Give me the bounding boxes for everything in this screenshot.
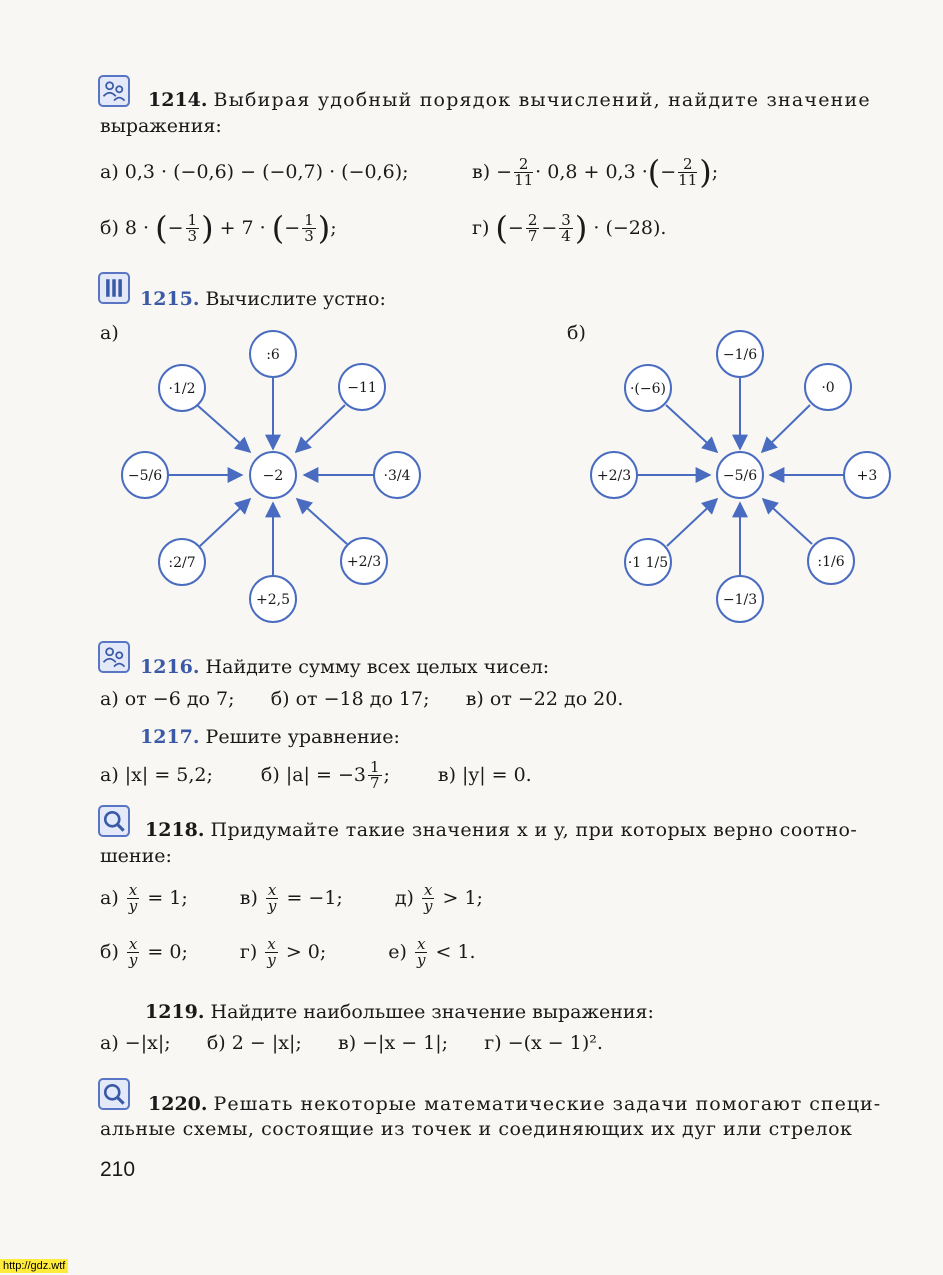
svg-text:−1/3: −1/3 — [722, 592, 758, 608]
svg-text:·3/4: ·3/4 — [383, 468, 411, 484]
fraction: $\frac{2}{11}$ — [678, 154, 698, 189]
magnifier-icon — [98, 1078, 130, 1110]
problem-1218-row2: б) $\frac{x}{y}$ = 0; г) $\frac{x}{y}$ > 0; е) $\frac{x}{y}$ < 1. — [100, 934, 476, 969]
problem-1216-title: 1216. Найдите сумму всех целых чисел: — [140, 656, 550, 678]
page-number: 210 — [100, 1158, 136, 1181]
fraction: $\frac{2}{11}$ — [514, 154, 534, 189]
diagram-b-label: б) — [567, 322, 586, 344]
problem-1219-title: 1219. Найдите наибольшее значение выражения: — [145, 1001, 654, 1023]
svg-text:−11: −11 — [347, 380, 377, 396]
fraction: $\frac{1}{7}$ — [369, 757, 380, 792]
svg-text:·1 1/5: ·1 1/5 — [627, 555, 669, 571]
svg-text::1/6: :1/6 — [817, 554, 845, 570]
fraction: $\frac{2}{7}$ — [527, 210, 538, 245]
problem-number: 1214. — [148, 89, 208, 111]
item-v: в) − $\frac{2}{11}$ · 0,8 + 0,3 · ( − $\frac{2}{11}$ ) ; — [472, 153, 719, 191]
problem-text-cont: выражения: — [100, 115, 222, 137]
center-node-b: −5/6 — [722, 468, 758, 484]
problem-1218-title: 1218. Придумайте такие значения x и y, при которых верно соотно- — [145, 819, 858, 841]
problem-1220-title: 1220. Решать некоторые математические задачи помогают специ- — [148, 1093, 882, 1115]
problem-1218-row1: а) $\frac{x}{y}$ = 1; в) $\frac{x}{y}$ = −1; д) $\frac{x}{y}$ > 1; — [100, 880, 483, 915]
problem-1219-items: а) −|x|; б) 2 − |x|; в) −|x − 1|; г) −(x − 1)². — [100, 1032, 603, 1054]
source-link[interactable]: http://gdz.wtf — [0, 1259, 68, 1273]
svg-text:+2/3: +2/3 — [346, 554, 382, 570]
item-g: г) ( − $\frac{2}{7}$ − $\frac{3}{4}$ ) · (−28). — [472, 209, 667, 247]
svg-text:+2,5: +2,5 — [256, 592, 290, 608]
problem-number: 1220. — [148, 1093, 208, 1115]
svg-text:·1/2: ·1/2 — [168, 381, 196, 397]
svg-text:−5/6: −5/6 — [127, 468, 163, 484]
problem-number: 1218. — [145, 819, 205, 841]
problem-1214-title — [148, 88, 871, 112]
problem-number: 1216. — [140, 656, 200, 678]
diagram-a — [100, 325, 440, 625]
oral-work-icon — [98, 272, 130, 304]
svg-text::6: :6 — [266, 347, 280, 363]
problem-text-cont: шение: — [100, 845, 172, 867]
svg-text:+3: +3 — [856, 468, 878, 484]
center-node-a: −2 — [262, 468, 284, 484]
pair-work-icon — [98, 75, 130, 107]
fraction: $\frac{1}{3}$ — [304, 210, 314, 245]
magnifier-icon — [98, 805, 130, 837]
svg-text:+2/3: +2/3 — [596, 468, 632, 484]
problem-number: 1215. — [140, 288, 200, 310]
fraction: $\frac{1}{3}$ — [187, 210, 198, 245]
problem-number: 1217. — [140, 726, 200, 748]
svg-text:−1/6: −1/6 — [722, 347, 758, 363]
problem-1217-title: 1217. Решите уравнение: — [140, 726, 400, 748]
item-a: а) 0,3 · (−0,6) − (−0,7) · (−0,6); — [100, 161, 409, 183]
problem-1215-title: 1215. Вычислите устно: — [140, 288, 386, 310]
svg-text::2/7: :2/7 — [168, 555, 196, 571]
item-b: б) 8 · ( − $\frac{1}{3}$ ) + 7 · ( − $\frac{1}{3}$ ) ; — [100, 209, 337, 247]
problem-text-cont: альные схемы, состоящие из точек и соединяющих их дуг или стрелок — [100, 1118, 853, 1140]
pair-work-icon — [98, 641, 130, 673]
problem-number: 1219. — [145, 1001, 205, 1023]
problem-1217-items: а) |x| = 5,2; б) |a| = −3 $\frac{1}{7}$ ; в) |y| = 0. — [100, 757, 532, 792]
svg-text:·(−6): ·(−6) — [629, 381, 667, 397]
fraction: $\frac{3}{4}$ — [561, 210, 571, 245]
diagram-a-label: а) — [100, 322, 119, 344]
problem-1216-items: а) от −6 до 7; б) от −18 до 17; в) от −22 до 20. — [100, 688, 624, 710]
problem-text: Выбирая удобный порядок вычислений, найдите значение — [213, 89, 871, 111]
svg-text:·0: ·0 — [821, 380, 835, 396]
diagram-b — [570, 325, 910, 625]
